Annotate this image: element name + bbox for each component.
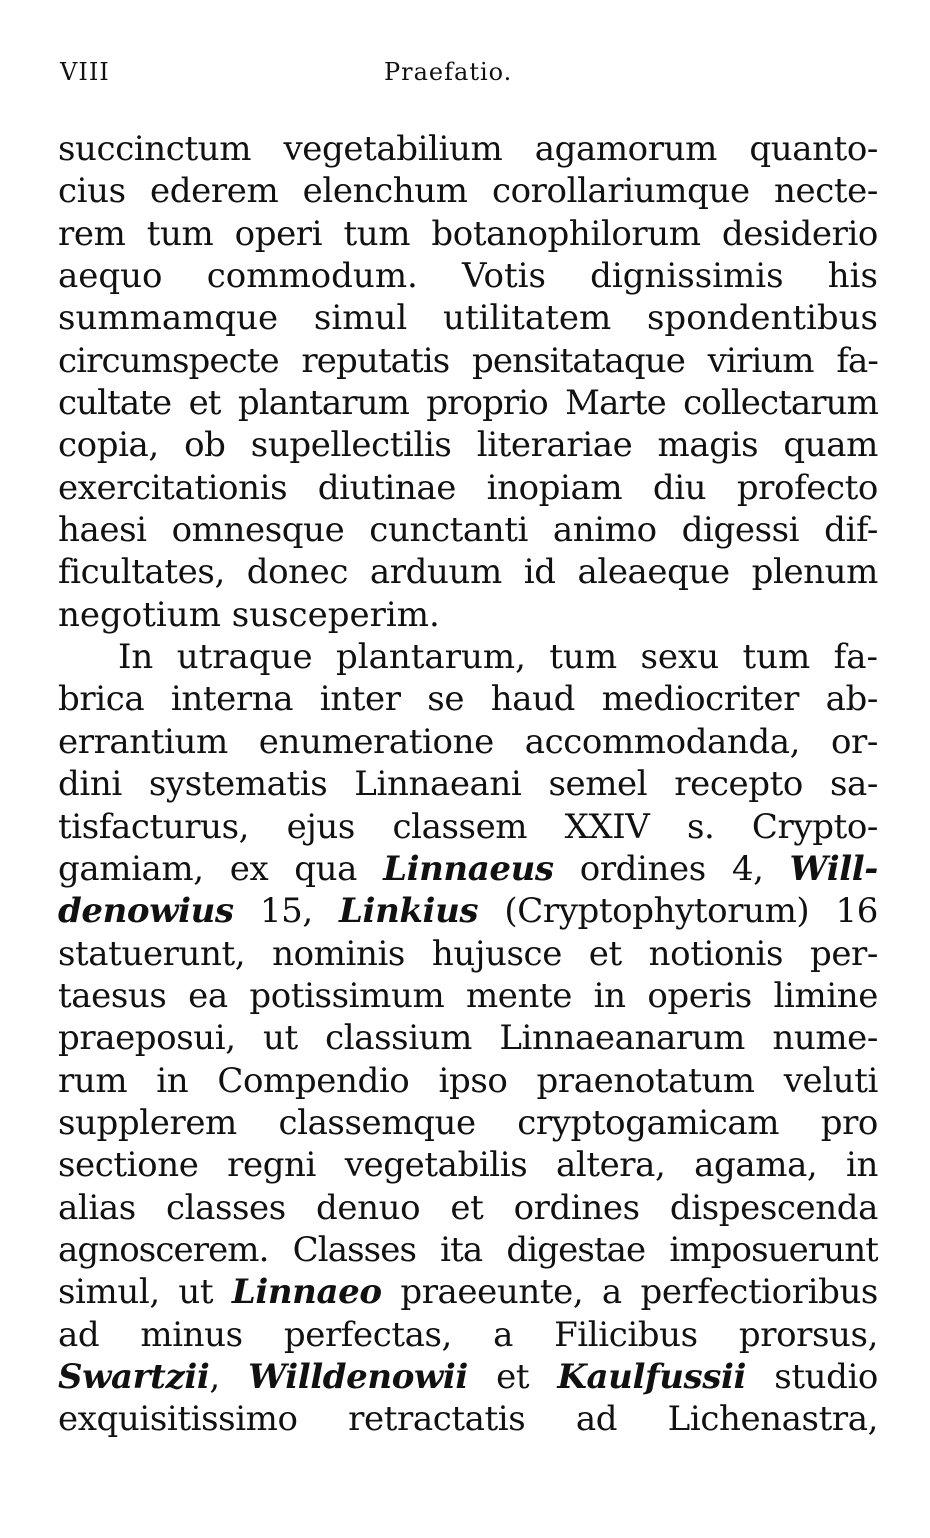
text-line: agnoscerem. Classes ita digestae imposuerunt	[58, 1229, 878, 1270]
text-line: cultate et plantarum proprio Marte collectarum	[58, 383, 878, 424]
text-line: denowius 15, Linkius (Cryptophytorum) 16	[58, 891, 878, 932]
text-line: simul, ut Linnaeo praeeunte, a perfectioribus	[58, 1272, 878, 1313]
text-line: rum in Compendio ipso praenotatum veluti	[58, 1060, 878, 1101]
text-line: copia, ob supellectilis literariae magis quam	[58, 425, 878, 466]
author-name: denowius	[58, 891, 234, 932]
text-line: ad minus perfectas, a Filicibus prorsus,	[58, 1314, 878, 1355]
text-line: cius ederem elenchum corollariumque necte-	[58, 171, 878, 212]
text-line: negotium susceperim.	[58, 594, 440, 635]
page-number: VIII	[60, 58, 110, 86]
author-name: Will-	[789, 848, 878, 889]
text-line: gamiam, ex qua Linnaeus ordines 4, Will-	[58, 848, 878, 889]
text-line: circumspecte reputatis pensitataque virium fa-	[58, 340, 878, 381]
running-title: Praefatio.	[384, 58, 513, 86]
text-line: statuerunt, nominis hujusce et notionis per-	[58, 933, 878, 974]
text-line: dini systematis Linnaeani semel recepto sa-	[58, 764, 878, 805]
text-line: rem tum operi tum botanophilorum desiderio	[58, 213, 878, 254]
text-line: aequo commodum. Votis dignissimis his	[58, 256, 878, 297]
text-line: taesus ea potissimum mente in operis limine	[58, 975, 878, 1016]
text-line: exquisitissimo retractatis ad Lichenastra,	[58, 1399, 878, 1440]
text-line: brica interna inter se haud mediocriter ab-	[58, 679, 878, 720]
author-name: Willdenowii	[248, 1356, 468, 1397]
body-text	[58, 128, 878, 1441]
paragraph-first-line: In utraque plantarum, tum sexu tum fa-	[118, 637, 878, 678]
author-name: Swartzii	[58, 1356, 210, 1397]
text-line: sectione regni vegetabilis altera, agama, in	[58, 1145, 878, 1186]
text-line: Swartzii, Willdenowii et Kaulfussii studio	[58, 1356, 878, 1397]
author-name: Linnaeus	[383, 848, 554, 889]
text-line: errantium enumeratione accommodanda, or-	[58, 721, 878, 762]
author-name: Kaulfussii	[557, 1356, 747, 1397]
text-line: ficultates, donec arduum id aleaeque plenum	[58, 552, 878, 593]
text-line: succinctum vegetabilium agamorum quanto-	[58, 129, 878, 169]
text-line: alias classes denuo et ordines dispescenda	[58, 1187, 878, 1228]
text-line: summamque simul utilitatem spondentibus	[58, 298, 878, 339]
text-line: tisfacturus, ejus classem XXIV s. Crypto-	[58, 806, 878, 847]
text-line: exercitationis diutinae inopiam diu profecto	[58, 467, 878, 508]
page-header	[60, 58, 880, 98]
author-name: Linkius	[339, 891, 479, 932]
text-line: supplerem classemque cryptogamicam pro	[58, 1102, 878, 1143]
text-line: haesi omnesque cunctanti animo digessi dif-	[58, 510, 878, 551]
text-line: praeposui, ut classium Linnaeanarum nume-	[58, 1018, 878, 1059]
author-name: Linnaeo	[231, 1272, 382, 1313]
